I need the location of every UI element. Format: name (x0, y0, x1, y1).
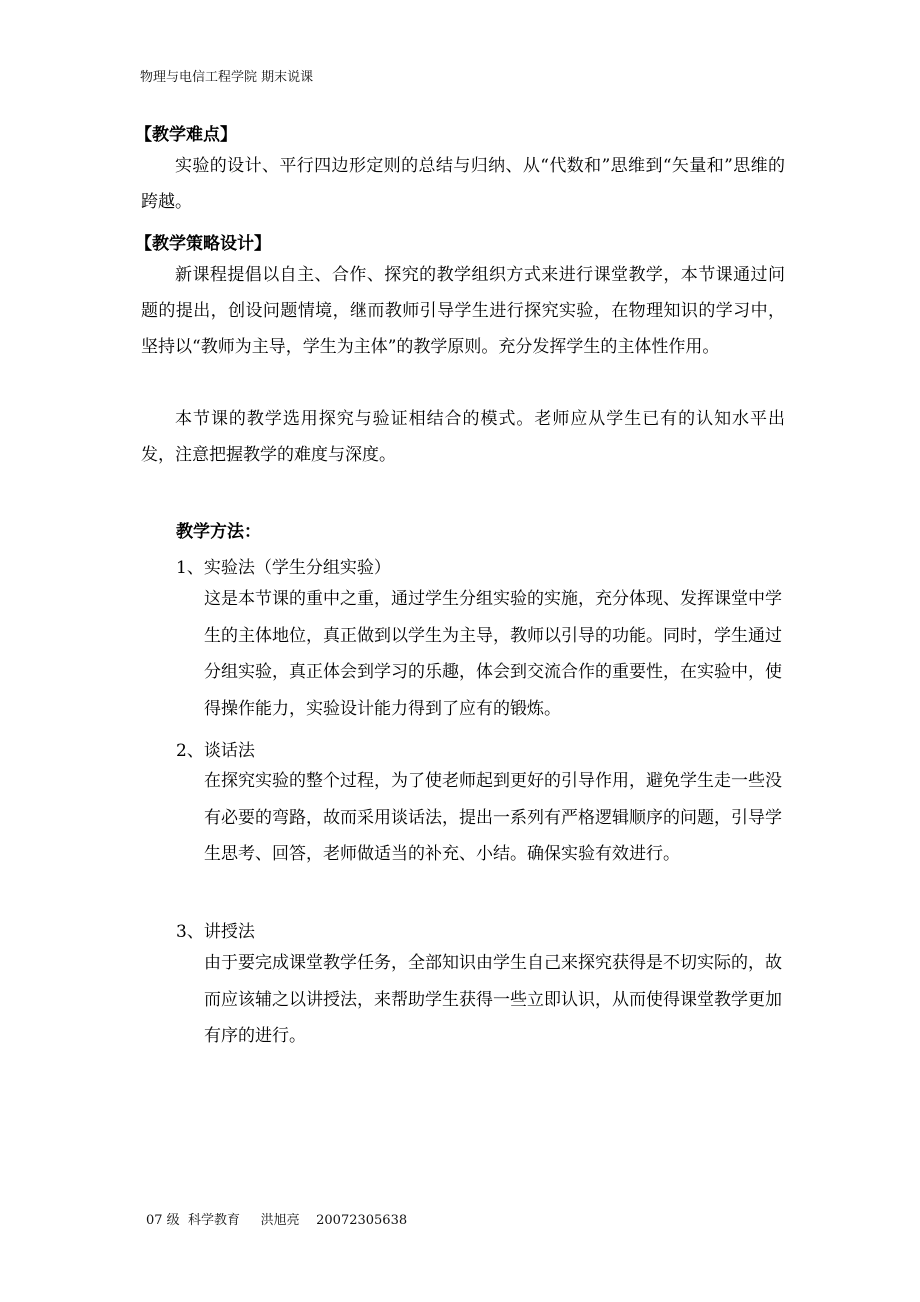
difficulty-text: 实验的设计、平行四边形定则的总结与归纳、从“代数和”思维到“矢量和”思维的跨越。 (141, 156, 785, 212)
method-item-text: 这是本节课的重中之重，通过学生分组实验的实施，充分体现、发挥课堂中学生的主体地位，真正做到以学生为主导，教师以引导的功能。同时，学生通过分组实验，真正体会到学习的乐趣，体会到交流合作的重要性，在实验中，使得操作能力，实验设计能力得到了应有的锻炼。 (204, 589, 782, 719)
method-item-text: 由于要完成课堂教学任务，全部知识由学生自己来探究获得是不切实际的，故而应该辅之以讲授法，来帮助学生获得一些立即认识，从而使得课堂教学更加有序的进行。 (204, 953, 782, 1046)
strategy-paragraph: 本节课的教学选用探究与验证相结合的模式。老师应从学生已有的认知水平出发，注意把握教学的难度与深度。 (141, 409, 785, 465)
method-item-title: 3、讲授法 (176, 922, 255, 942)
page-footer: 07 级 科学教育 洪旭亮 20072305638 (146, 1213, 408, 1228)
strategy-title: 【教学策略设计】 (135, 234, 271, 254)
strategy-paragraph: 新课程提倡以自主、合作、探究的教学组织方式来进行课堂教学，本节课通过问题的提出，创设问题情境，继而教师引导学生进行探究实验，在物理知识的学习中，坚持以“教师为主导，学生为主体”的教学原则。充分发挥学生的主体性作用。 (141, 265, 785, 357)
method-item-title: 1、实验法（学生分组实验） (176, 558, 391, 578)
method-item-title: 2、谈话法 (176, 741, 255, 761)
methods-title: 教学方法： (176, 522, 261, 542)
method-item-text: 在探究实验的整个过程，为了使老师起到更好的引导作用，避免学生走一些没有必要的弯路，故而采用谈话法，提出一系列有严格逻辑顺序的问题，引导学生思考、回答，老师做适当的补充、小结。确保实验有效进行。 (204, 771, 782, 864)
difficulty-title: 【教学难点】 (135, 125, 237, 145)
page-header: 物理与电信工程学院 期末说课 (140, 70, 314, 85)
